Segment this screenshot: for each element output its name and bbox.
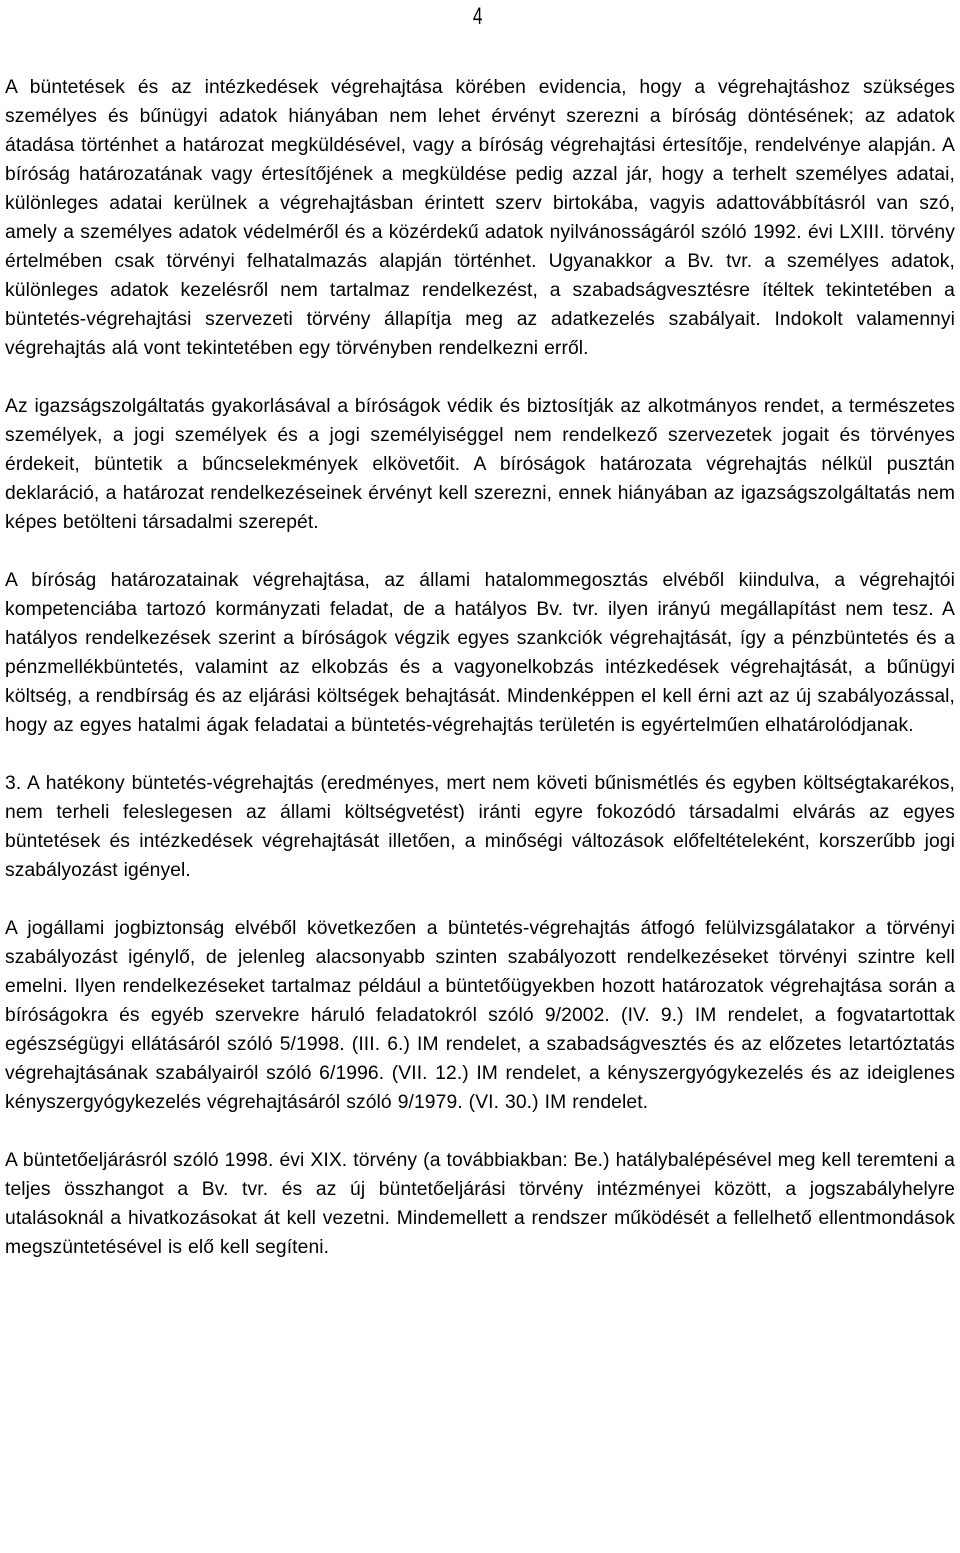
- page-number: 4: [472, 3, 483, 30]
- paragraph-4: 3. A hatékony büntetés-végrehajtás (eredményes, mert nem követi bűnismétlés és egyben költségtakarékos, nem terheli feleslegesen az állami költségvetést) iránti egyre fokozódó társadalmi elvárás az egyes büntetések és intézkedések végrehajtását illetően, a minőségi változások előfeltételeként, korszerűbb jogi szabályozást igényel.: [5, 773, 955, 881]
- document-body: [5, 73, 955, 1291]
- paragraph-1: A büntetések és az intézkedések végrehajtása körében evidencia, hogy a végrehajtáshoz szükséges személyes és bűnügyi adatok hiányában nem lehet érvényt szerezni a bíróság döntésének; az adatok átadása történhet a határozat megküldésével, vagy a bíróság végrehajtási értesítője, rendelvénye alapján. A bíróság határozatának vagy értesítőjének a megküldése pedig azzal jár, hogy a terhelt személyes adatai, különleges adatai kerülnek a végrehajtásban érintett szerv birtokába, vagyis adattovábbításról van szó, amely a személyes adatok védelméről és a közérdekű adatok nyilvánosságáról szóló 1992. évi LXIII. törvény értelmében csak törvényi felhatalmazás alapján történhet. Ugyanakkor a Bv. tvr. a személyes adatok, különleges adatok kezelésről nem tartalmaz rendelkezést, a szabadságvesztésre ítéltek tekintetében a büntetés-végrehajtási szervezeti törvény állapítja meg az adatkezelés szabályait. Indokolt valamennyi végrehajtás alá vont tekintetében egy törvényben rendelkezni erről.: [5, 77, 955, 359]
- paragraph-2: Az igazságszolgáltatás gyakorlásával a bíróságok védik és biztosítják az alkotmányos rendet, a természetes személyek, a jogi személyek és a jogi személyiséggel nem rendelkező szervezetek jogait és törvényes érdekeit, büntetik a bűncselekmények elkövetőit. A bíróságok határozata végrehajtás nélkül pusztán deklaráció, a határozat rendelkezéseinek érvényt kell szerezni, ennek hiányában az igazságszolgáltatás nem képes betölteni társadalmi szerepét.: [5, 396, 955, 533]
- paragraph-5: A jogállami jogbiztonság elvéből következően a büntetés-végrehajtás átfogó felülvizsgálatakor a törvényi szabályozást igénylő, de jelenleg alacsonyabb szinten szabályozott rendelkezéseket törvényi szintre kell emelni. Ilyen rendelkezéseket tartalmaz például a büntetőügyekben hozott határozatok végrehajtása során a bíróságokra és egyéb szervekre háruló feladatokról szóló 9/2002. (IV. 9.) IM rendelet, a fogvatartottak egészségügyi ellátásáról szóló 5/1998. (III. 6.) IM rendelet, a szabadságvesztés és az előzetes letartóztatás végrehajtásának szabályairól szóló 6/1996. (VII. 12.) IM rendelet, a kényszergyógykezelés és az ideiglenes kényszergyógykezelés végrehajtásáról szóló 9/1979. (VI. 30.) IM rendelet.: [5, 918, 955, 1113]
- paragraph-3: A bíróság határozatainak végrehajtása, az állami hatalommegosztás elvéből kiindulva, a végrehajtói kompetenciába tartozó kormányzati feladat, de a hatályos Bv. tvr. ilyen irányú megállapítást nem tesz. A hatályos rendelkezések szerint a bíróságok végzik egyes szankciók végrehajtását, így a pénzbüntetés és a pénzmellékbüntetés, valamint az elkobzás és a vagyonelkobzás intézkedések végrehajtását, a bűnügyi költség, a rendbírság és az eljárási költségek behajtását. Mindenképpen el kell érni azt az új szabályozással, hogy az egyes hatalmi ágak feladatai a büntetés-végrehajtás területén is egyértelműen elhatárolódjanak.: [5, 570, 955, 736]
- paragraph-6: A büntetőeljárásról szóló 1998. évi XIX. törvény (a továbbiakban: Be.) hatálybalépésével meg kell teremteni a teljes összhangot a Bv. tvr. és az új büntetőeljárási törvény intézményei között, a jogszabályhelyre utalásoknál a hivatkozásokat át kell vezetni. Mindemellett a rendszer működését a fellelhető ellentmondások megszüntetésével is elő kell segíteni.: [5, 1150, 955, 1258]
